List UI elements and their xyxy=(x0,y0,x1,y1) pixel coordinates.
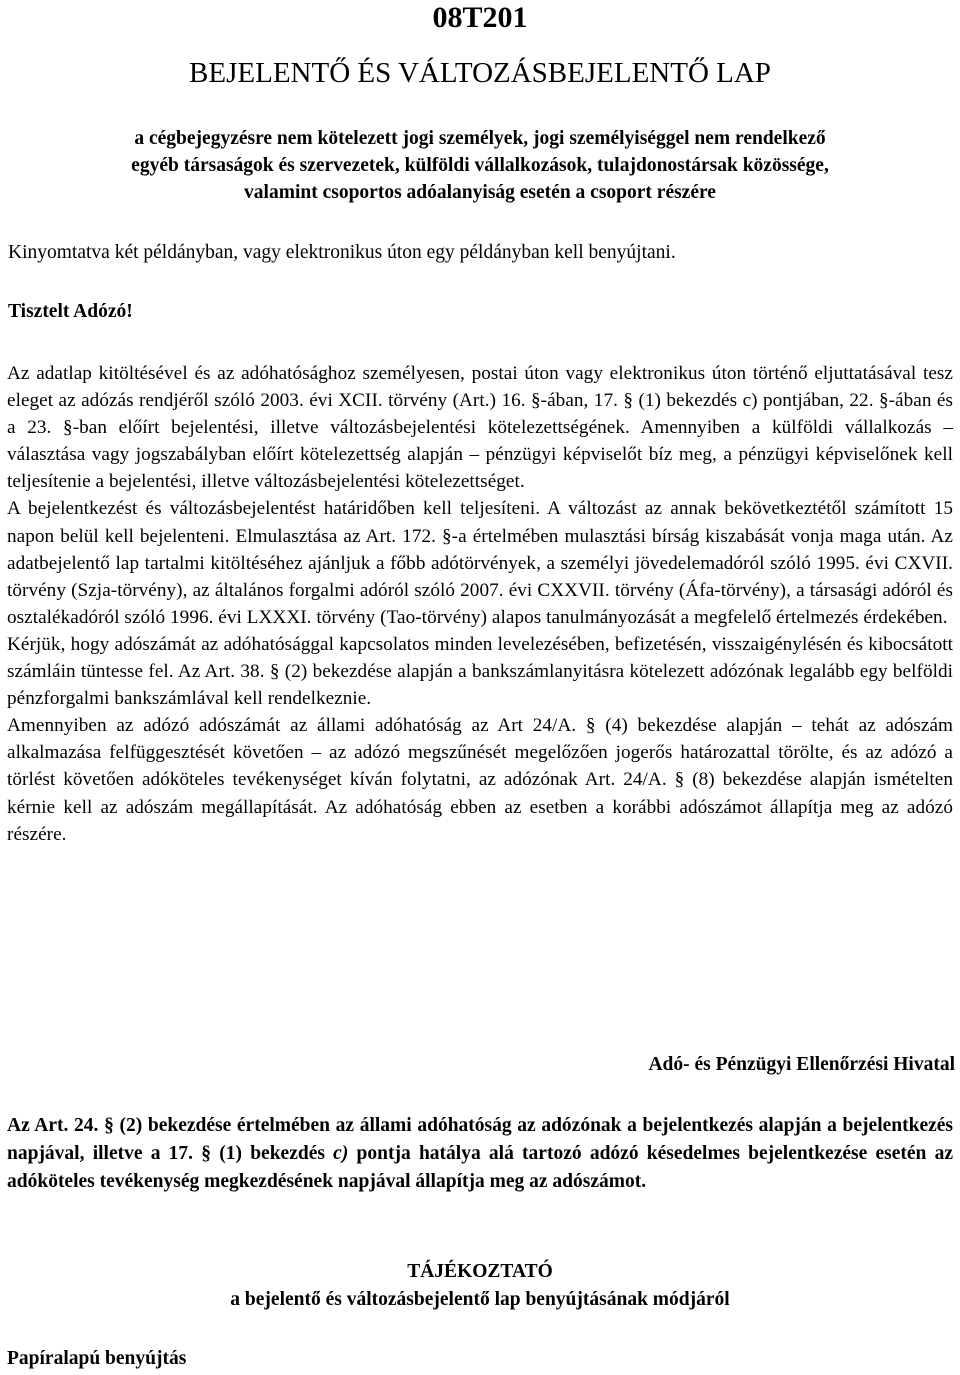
greeting: Tisztelt Adózó! xyxy=(8,301,133,322)
paragraph: Az adatlap kitöltésével és az adóhatósághoz személyesen, postai úton vagy elektronikus úton történő eljuttatásával tesz eleget az adózás rendjéről szóló 2003. évi XCII. törvény (Art.) 16. §-ában, 17. § (1) bekezdés c) pontjában, 22. §-ában és a 23. §-ban előírt bejelentési, illetve változásbejelentési kötelezettségének. Amennyiben a külföldi vállalkozás – választása vagy jogszabályban előírt kötelezettség alapján – pénzügyi képviselőt bíz meg, a pénzügyi képviselőnek kell teljesítenie a bejelentési, illetve változásbejelentési kötelezettséget. xyxy=(7,363,953,493)
section-heading: Papíralapú benyújtás xyxy=(7,1348,187,1369)
subtitle xyxy=(10,125,950,206)
paragraph: A bejelentkezést és változásbejelentést határidőben kell teljesíteni. A változást az annak bekövetkeztétől számított 15 napon belül kell bejelenteni. Elmulasztása az Art. 172. §-a értelmében mulasztási bírság kiszabását vonja maga után. Az adatbejelentő lap tartalmi kitöltéséhez ajánljuk a főbb adótörvények, a személyi jövedelemadóról szóló 1995. évi CXVII. törvény (Szja-törvény), az általános forgalmi adóról szóló 2007. évi CXXVII. törvény (Áfa-törvény), a társasági adóról és osztalékadóról szóló 1996. évi LXXXI. törvény (Tao-törvény) alapos tanulmányozását a megfelelő értelmezés érdekében. xyxy=(7,498,953,628)
paragraph: Kérjük, hogy adószámát az adóhatósággal kapcsolatos minden levelezésében, befizetésén, visszaigénylésén és kibocsátott számláin tüntesse fel. Az Art. 38. § (2) bekezdése alapján a bankszámlanyitásra kötelezett adózónak legalább egy belföldi pénzforgalmi bankszámlával kell rendelkeznie. xyxy=(7,633,953,710)
body-text xyxy=(7,360,953,848)
page-title: BEJELENTŐ ÉS VÁLTOZÁSBEJELENTŐ LAP xyxy=(189,57,771,89)
form-id: 08T201 xyxy=(432,1,528,34)
note-text: Az Art. 24. § (2) bekezdése értelmében az állami adóhatóság az adózónak a bejelentkezés alapján a bejelentkezés napjával, illetve a 17. § (1) bekezdés xyxy=(7,1115,953,1164)
note-paragraph xyxy=(7,1112,953,1196)
subtitle-line: valamint csoportos adóalanyiság esetén a csoport részére xyxy=(244,182,716,203)
info-block xyxy=(0,1258,960,1314)
subtitle-line: a cégbejegyzésre nem kötelezett jogi személyek, jogi személyiséggel nem rendelkező xyxy=(134,128,826,149)
paragraph: Amennyiben az adózó adószámát az állami adóhatóság az Art 24/A. § (4) bekezdése alapján – tehát az adószám alkalmazása felfüggesztését követően – az adózó megszűnését megelőzően jogerős határozattal törölte, és az adózó a törlést követően adóköteles tevékenységet kíván folytatni, az adózónak Art. 24/A. § (8) bekezdése alapján ismételten kérnie kell az adószám megállapítását. Az adóhatóság ebben az esetben a korábbi adószámot állapítja meg az adózó részére. xyxy=(7,715,953,845)
instruction-text: Kinyomtatva két példányban, vagy elektronikus úton egy példányban kell benyújtani. xyxy=(8,242,676,263)
subtitle-line: egyéb társaságok és szervezetek, külföldi vállalkozások, tulajdonostársak közössége, xyxy=(131,155,829,176)
info-subtitle: a bejelentő és változásbejelentő lap benyújtásának módjáról xyxy=(230,1289,730,1310)
info-title: TÁJÉKOZTATÓ xyxy=(407,1261,553,1282)
signature: Adó- és Pénzügyi Ellenőrzési Hivatal xyxy=(648,1054,955,1075)
note-italic: c) xyxy=(333,1143,349,1164)
note-text: pontja hatálya alá tartozó adózó késedelmes bejelentkezése esetén az adóköteles tevékenység megkezdésének napjával állapítja meg az adószámot. xyxy=(7,1143,953,1192)
